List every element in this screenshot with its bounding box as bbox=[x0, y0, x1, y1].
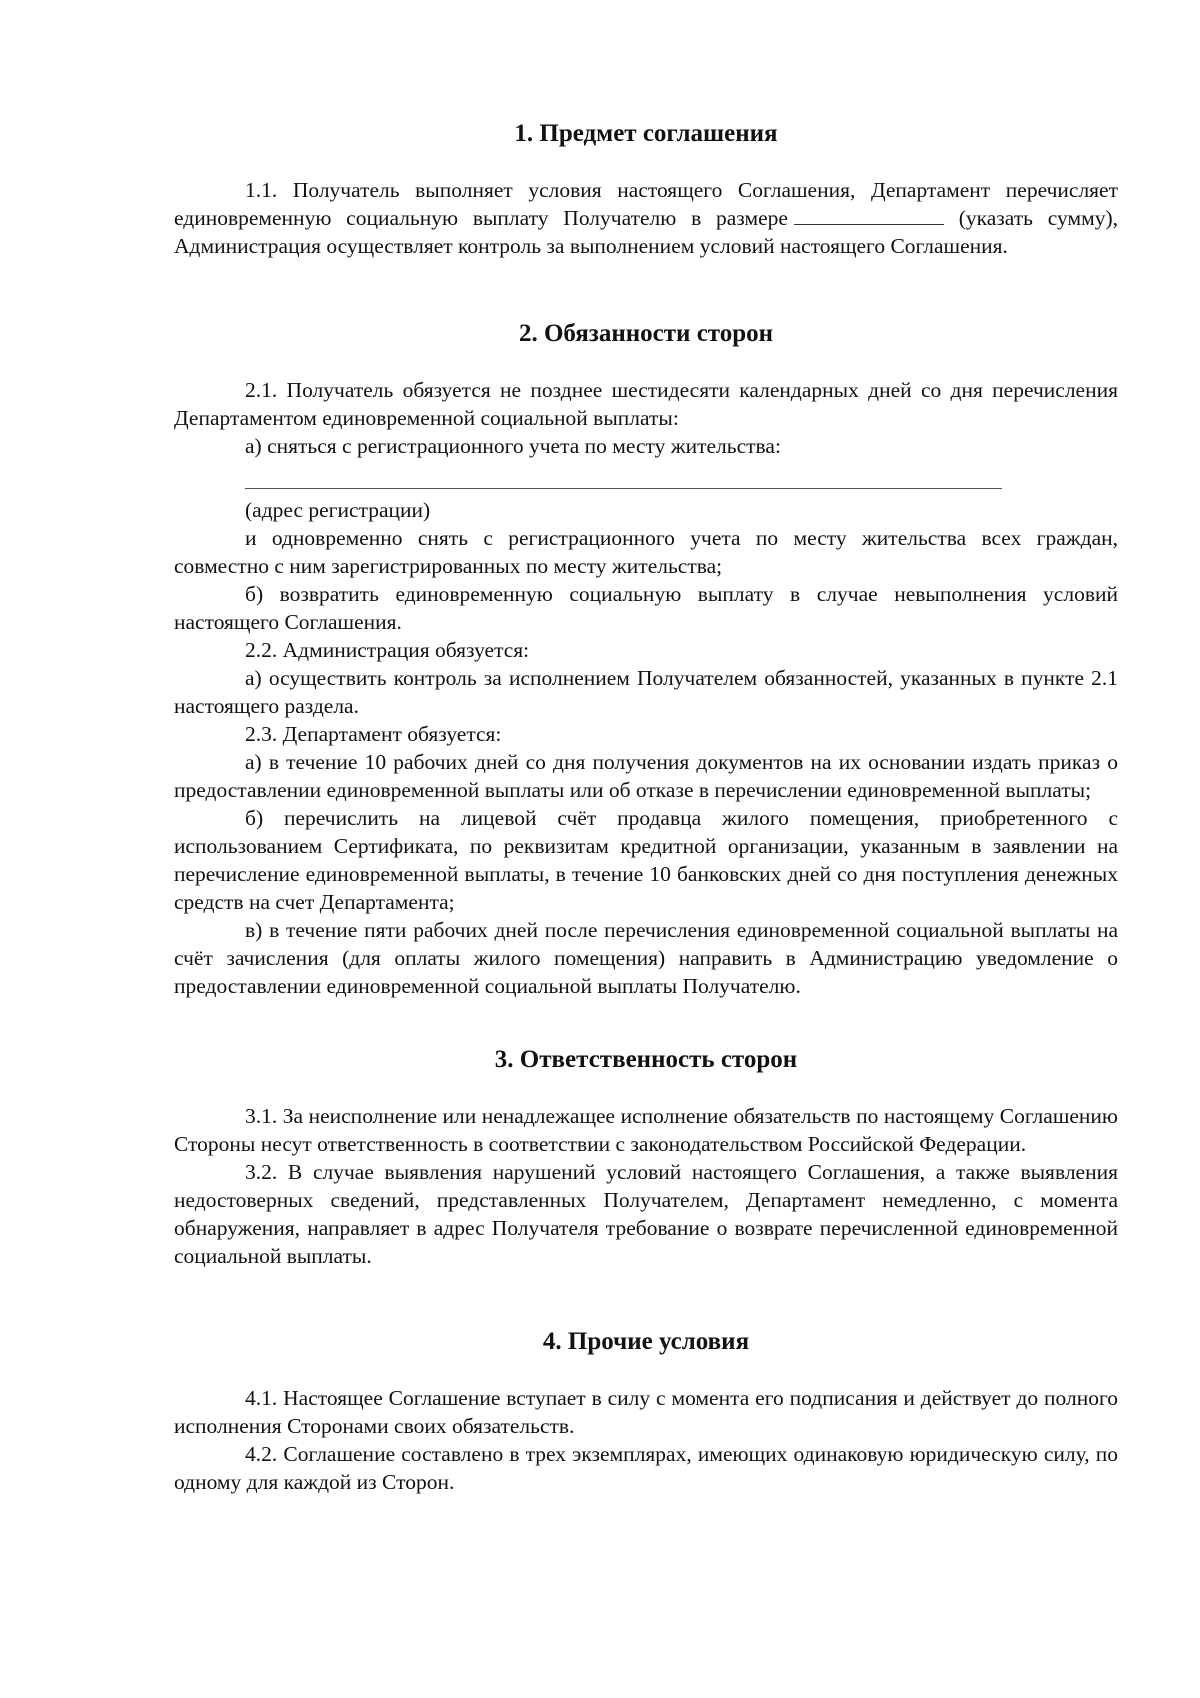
section-2 bbox=[174, 318, 1118, 350]
section-1-body bbox=[174, 176, 1118, 260]
paragraph-2-2: 2.2. Администрация обязуется: bbox=[245, 638, 530, 662]
section-4-title: 4. Прочие условия bbox=[542, 1328, 750, 1355]
section-4-body bbox=[174, 1384, 1118, 1496]
paragraph-2-3: 2.3. Департамент обязуется: bbox=[245, 722, 502, 746]
section-3 bbox=[174, 1044, 1118, 1076]
paragraph-2-2-a: а) осуществить контроль за исполнением Получателем обязанностей, указанных в пункте 2.1 настоящего раздела. bbox=[174, 666, 1118, 718]
paragraph-2-1-a-continued: и одновременно снять с регистрационного учета по месту жительства всех граждан, совместно с ним зарегистрированных по месту жительства; bbox=[174, 526, 1118, 578]
paragraph-2-1-b: б) возвратить единовременную социальную выплату в случае невыполнения условий настоящего Соглашения. bbox=[174, 582, 1118, 634]
section-1-title: 1. Предмет соглашения bbox=[514, 120, 778, 147]
paragraph-4-2: 4.2. Соглашение составлено в трех экземплярах, имеющих одинаковую юридическую силу, по одному для каждой из Сторон. bbox=[174, 1442, 1118, 1494]
paragraph-2-1-a: а) сняться с регистрационного учета по месту жительства: bbox=[245, 434, 781, 458]
paragraph-4-1: 4.1. Настоящее Соглашение вступает в силу с момента его подписания и действует до полного исполнения Сторонами своих обязательств. bbox=[174, 1386, 1118, 1438]
paragraph-1-1-lead: 1.1. Получатель выполняет условия настоящего Соглашения, Департамент перечисляет единовременную социальную выплату Получателю в размере bbox=[174, 178, 1118, 230]
section-3-title: 3. Ответственность сторон bbox=[494, 1046, 798, 1073]
section-1 bbox=[174, 118, 1118, 150]
section-3-body bbox=[174, 1102, 1118, 1270]
address-blank-line bbox=[245, 468, 1002, 489]
paragraph-2-3-a: а) в течение 10 рабочих дней со дня получения документов на их основании издать приказ о предоставлении единовременной выплаты или об отказе в перечислении единовременной выплаты; bbox=[174, 750, 1118, 802]
section-4 bbox=[174, 1326, 1118, 1358]
paragraph-2-3-b: б) перечислить на лицевой счёт продавца жилого помещения, приобретенного с использованием Сертификата, по реквизитам кредитной организации, указанным в заявлении на перечисление единовременной выплаты, в течение 10 банковских дней со дня поступления денежных средств на счет Департамента; bbox=[174, 806, 1118, 914]
section-2-title: 2. Обязанности сторон bbox=[518, 320, 774, 347]
section-2-body bbox=[174, 376, 1118, 1000]
amount-blank-field bbox=[794, 204, 944, 225]
paragraph-3-2: 3.2. В случае выявления нарушений условий настоящего Соглашения, а также выявления недостоверных сведений, представленных Получателем, Департамент немедленно, с момента обнаружения, направляет в адрес Получателя требование о возврате перечисленной единовременной социальной выплаты. bbox=[174, 1160, 1118, 1268]
paragraph-3-1: 3.1. За неисполнение или ненадлежащее исполнение обязательств по настоящему Соглашению Стороны несут ответственность в соответствии с законодательством Российской Федерации. bbox=[174, 1104, 1118, 1156]
paragraph-1-1 bbox=[174, 176, 1118, 260]
paragraph-1-1-tail: (указать сумму), Администрация осуществляет контроль за выполнением условий настоящего Соглашения. bbox=[174, 206, 1118, 258]
paragraph-2-1: 2.1. Получатель обязуется не позднее шестидесяти календарных дней со дня перечисления Департаментом единовременной социальной выплаты: bbox=[174, 378, 1118, 430]
paragraph-2-3-c: в) в течение пяти рабочих дней после перечисления единовременной социальной выплаты на счёт зачисления (для оплаты жилого помещения) направить в Администрацию уведомление о предоставлении единовременной социальной выплаты Получателю. bbox=[174, 918, 1118, 998]
address-caption: (адрес регистрации) bbox=[245, 498, 431, 522]
